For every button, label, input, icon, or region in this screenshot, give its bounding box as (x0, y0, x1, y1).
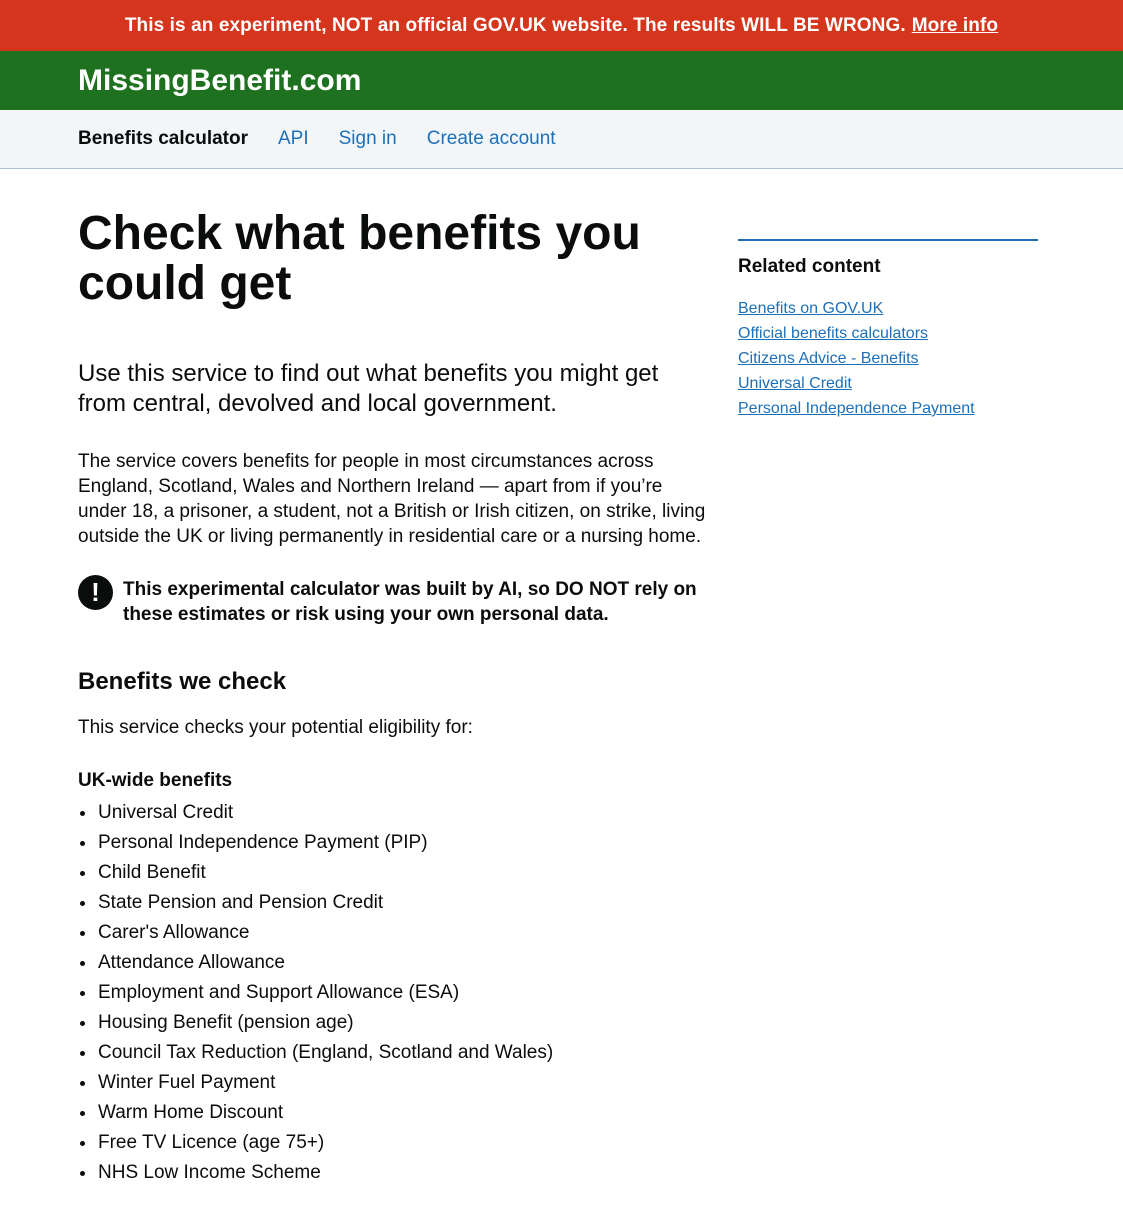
benefit-item: Personal Independence Payment (PIP) (78, 828, 708, 858)
site-header (0, 51, 1123, 110)
uk-wide-benefits-list (78, 798, 708, 1188)
nav-benefits-calculator[interactable]: Benefits calculator (78, 128, 248, 149)
site-logo[interactable]: MissingBenefit.com (78, 63, 362, 97)
nav-sign-in[interactable]: Sign in (338, 128, 397, 149)
benefit-item: Housing Benefit (pension age) (78, 1008, 708, 1038)
exclamation-icon: ! (78, 575, 113, 610)
related-link-citizens-advice[interactable]: Citizens Advice - Benefits (738, 350, 919, 367)
experiment-warning-banner (0, 0, 1123, 51)
related-link-item (738, 396, 1038, 421)
related-link-official-calculators[interactable]: Official benefits calculators (738, 325, 929, 342)
banner-text: This is an experiment, NOT an official GOV.UK website. The results WILL BE WRONG. (124, 14, 906, 36)
benefit-item: Child Benefit (78, 858, 708, 888)
lead-paragraph: Use this service to find out what benefits you might get from central, devolved and local government. (78, 360, 659, 417)
benefit-item: Employment and Support Allowance (ESA) (78, 978, 708, 1008)
benefit-item: NHS Low Income Scheme (78, 1158, 708, 1188)
benefits-section-intro: This service checks your potential eligibility for: (78, 717, 473, 738)
primary-navigation (0, 110, 1123, 169)
nav-create-account[interactable]: Create account (426, 128, 556, 149)
benefit-item: Free TV Licence (age 75+) (78, 1128, 708, 1158)
benefit-item: Carer's Allowance (78, 918, 708, 948)
benefit-item: Attendance Allowance (78, 948, 708, 978)
ai-warning-callout (78, 577, 708, 627)
page-content (0, 169, 1123, 1188)
related-content-title: Related content (738, 256, 881, 277)
related-link-item (738, 296, 1038, 321)
benefit-item: Universal Credit (78, 798, 708, 828)
related-link-item (738, 321, 1038, 346)
related-content (738, 239, 1038, 421)
related-link-item (738, 371, 1038, 396)
related-link-item (738, 346, 1038, 371)
benefit-item: Council Tax Reduction (England, Scotland and Wales) (78, 1038, 708, 1068)
main-content (78, 209, 708, 1188)
related-link-universal-credit[interactable]: Universal Credit (738, 375, 852, 392)
uk-wide-benefits-title: UK-wide benefits (78, 770, 233, 791)
ai-warning-text: This experimental calculator was built by AI, so DO NOT rely on these estimates or risk using your own personal data. (123, 579, 697, 625)
more-info-link[interactable]: More info (911, 14, 999, 36)
benefit-item: Warm Home Discount (78, 1098, 708, 1128)
benefits-section-title: Benefits we check (78, 668, 287, 695)
related-links-list (738, 296, 1038, 421)
benefit-item: Winter Fuel Payment (78, 1068, 708, 1098)
related-link-pip[interactable]: Personal Independence Payment (738, 400, 975, 417)
benefit-item: State Pension and Pension Credit (78, 888, 708, 918)
page-title: Check what benefits you could get (78, 207, 641, 310)
nav-api[interactable]: API (278, 128, 309, 149)
related-link-benefits-govuk[interactable]: Benefits on GOV.UK (738, 300, 884, 317)
coverage-paragraph: The service covers benefits for people in most circumstances across England, Scotland, Wales and Northern Ireland — apart from if you’re under 18, a prisoner, a student, not a British or Irish citizen, on strike, living outside the UK or living permanently in residential care or a nursing home. (78, 451, 706, 547)
